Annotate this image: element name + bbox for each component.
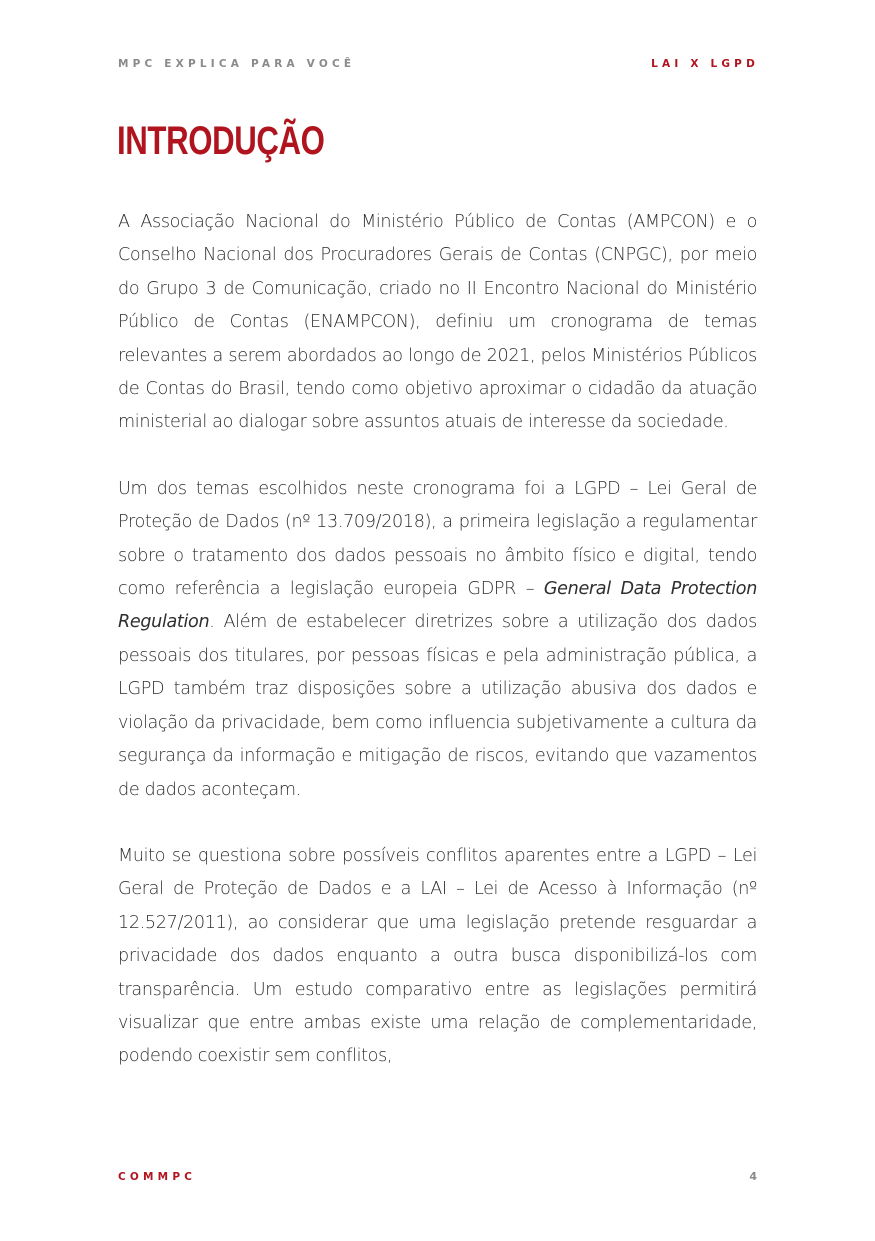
paragraph-3: Muito se questiona sobre possíveis conflitos aparentes entre a LGPD – Lei Geral de Proteção de Dados e a LAI – Lei de Acesso à Informação (nº 12.527/2011), ao considerar que uma legislação pretende resguardar a privacidade dos dados enquanto a outra busca disponibilizá-los com transparência. Um estudo comparativo entre as legislações permitirá visualizar que entre ambas existe uma relação de complementaridade, podendo coexistir sem conflitos,	[118, 845, 757, 1067]
paragraph-2-text-end: . Além de estabelecer diretrizes sobre a utilização dos dados pessoais dos titulares, por pessoas físicas e pela administração pública, a LGPD também traz disposições sobre a utilização abusiva dos dados e violação da privacidade, bem como influencia subjetivamente a cultura da segurança da informação e mitigação de riscos, evitando que vazamentos de dados aconteçam.	[118, 612, 757, 800]
paragraph-2-text-start: Um dos temas escolhidos neste cronograma foi a LGPD – Lei Geral de Proteção de Dados (nº 13.709/2018), a primeira legislação a regulamentar sobre o tratamento dos dados pessoais no âmbito físico e digital, tendo como referência a legislação europeia GDPR –	[118, 478, 757, 600]
paragraph-2	[118, 473, 757, 807]
running-header-right: LAI X LGPD	[651, 58, 759, 70]
paragraph-2-italic-term: General Data Protection Regulation	[118, 579, 757, 633]
page-title: INTRODUÇÃO	[117, 119, 325, 163]
running-header-left: MPC EXPLICA PARA VOCÊ	[118, 58, 356, 70]
body-text	[118, 206, 757, 1107]
footer-label: COMMPC	[118, 1171, 197, 1183]
page-number: 4	[749, 1170, 757, 1183]
paragraph-1: A Associação Nacional do Ministério Público de Contas (AMPCON) e o Conselho Nacional dos Procuradores Gerais de Contas (CNPGC), por meio do Grupo 3 de Comunicação, criado no II Encontro Nacional do Ministério Público de Contas (ENAMPCON), definiu um cronograma de temas relevantes a serem abordados ao longo de 2021, pelos Ministérios Públicos de Contas do Brasil, tendo como objetivo aproximar o cidadão da atuação ministerial ao dialogar sobre assuntos atuais de interesse da sociedade.	[118, 212, 757, 433]
